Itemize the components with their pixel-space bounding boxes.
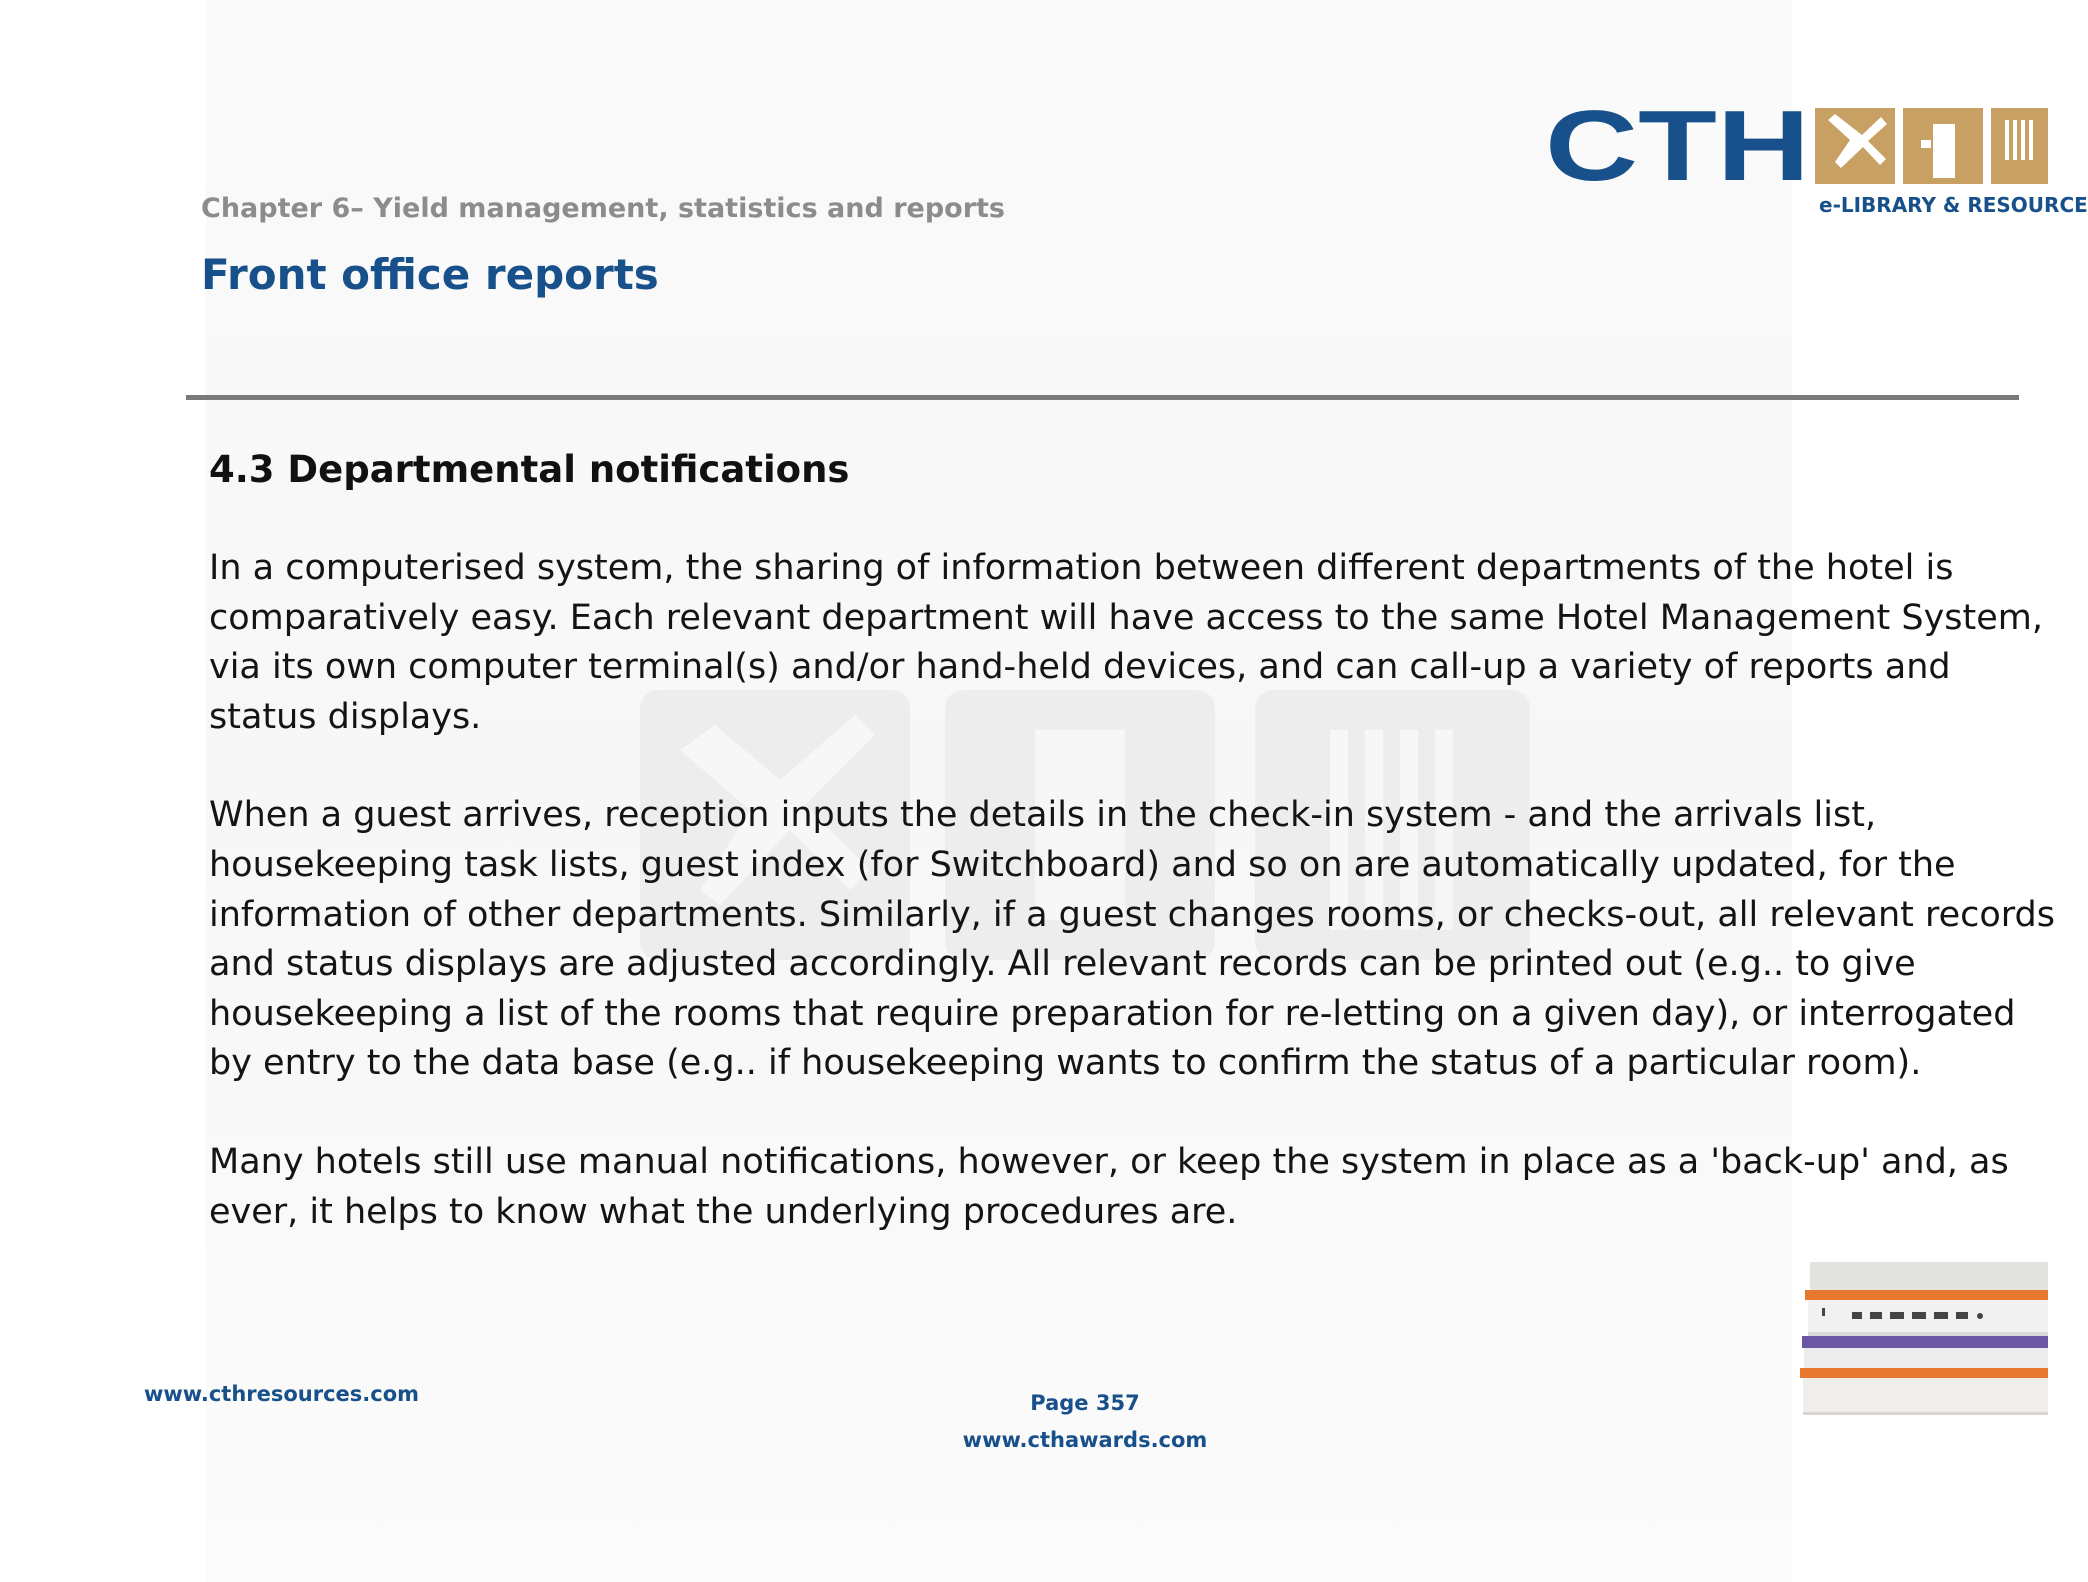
text-line: via its own computer terminal(s) and/or hand-held devices, and can call-up a variety of reports and — [209, 647, 1951, 688]
text-line: information of other departments. Similarly, if a guest changes rooms, or checks-out, all relevant records — [209, 894, 2056, 935]
plane-icon — [1815, 108, 1895, 184]
page-number: Page 357 — [1030, 1391, 1140, 1415]
page-title: Front office reports — [201, 250, 659, 299]
text-line: When a guest arrives, reception inputs the details in the check-in system - and the arrivals list, — [209, 795, 1877, 836]
text-line: housekeeping a list of the rooms that require preparation for re-letting on a given day), or interrogated — [209, 993, 2016, 1034]
footer-awards-link[interactable]: www.cthawards.com — [962, 1428, 1208, 1452]
logo-text: CTH — [1545, 90, 1810, 202]
cutlery-icon — [1991, 108, 2048, 184]
building-icon — [1903, 108, 1983, 184]
text-line: Many hotels still use manual notifications, however, or keep the system in place as a 'back-up' and, as — [209, 1141, 2009, 1182]
header-divider — [186, 395, 2019, 400]
text-line: In a computerised system, the sharing of information between different departments of the hotel is — [209, 548, 1954, 588]
text-line: and status displays are adjusted accordingly. All relevant records can be printed out (e.g.. to give — [209, 944, 1916, 985]
books-illustration — [1800, 1262, 2048, 1432]
logo-tagline: e-LIBRARY & RESOURCE — [1819, 193, 2088, 217]
section-heading: 4.3 Departmental notifications — [209, 448, 850, 491]
paragraph-2 — [209, 791, 2056, 1089]
footer-center — [885, 1385, 1285, 1459]
text-line: by entry to the data base (e.g.. if housekeeping wants to confirm the status of a particular room). — [209, 1043, 1922, 1084]
paragraph-1 — [209, 544, 2044, 742]
paragraph-3 — [209, 1138, 2009, 1237]
main-content — [209, 444, 2056, 1286]
text-line: comparatively easy. Each relevant department will have access to the same Hotel Management System, — [209, 597, 2044, 638]
footer-website-link[interactable]: www.cthresources.com — [144, 1382, 420, 1406]
text-line: ever, it helps to know what the underlying procedures are. — [209, 1191, 1238, 1232]
text-line: housekeeping task lists, guest index (for Switchboard) and so on are automatically updated, for the — [209, 844, 1956, 885]
text-line: status displays. — [209, 696, 482, 737]
chapter-label: Chapter 6– Yield management, statistics and reports — [201, 193, 1006, 224]
